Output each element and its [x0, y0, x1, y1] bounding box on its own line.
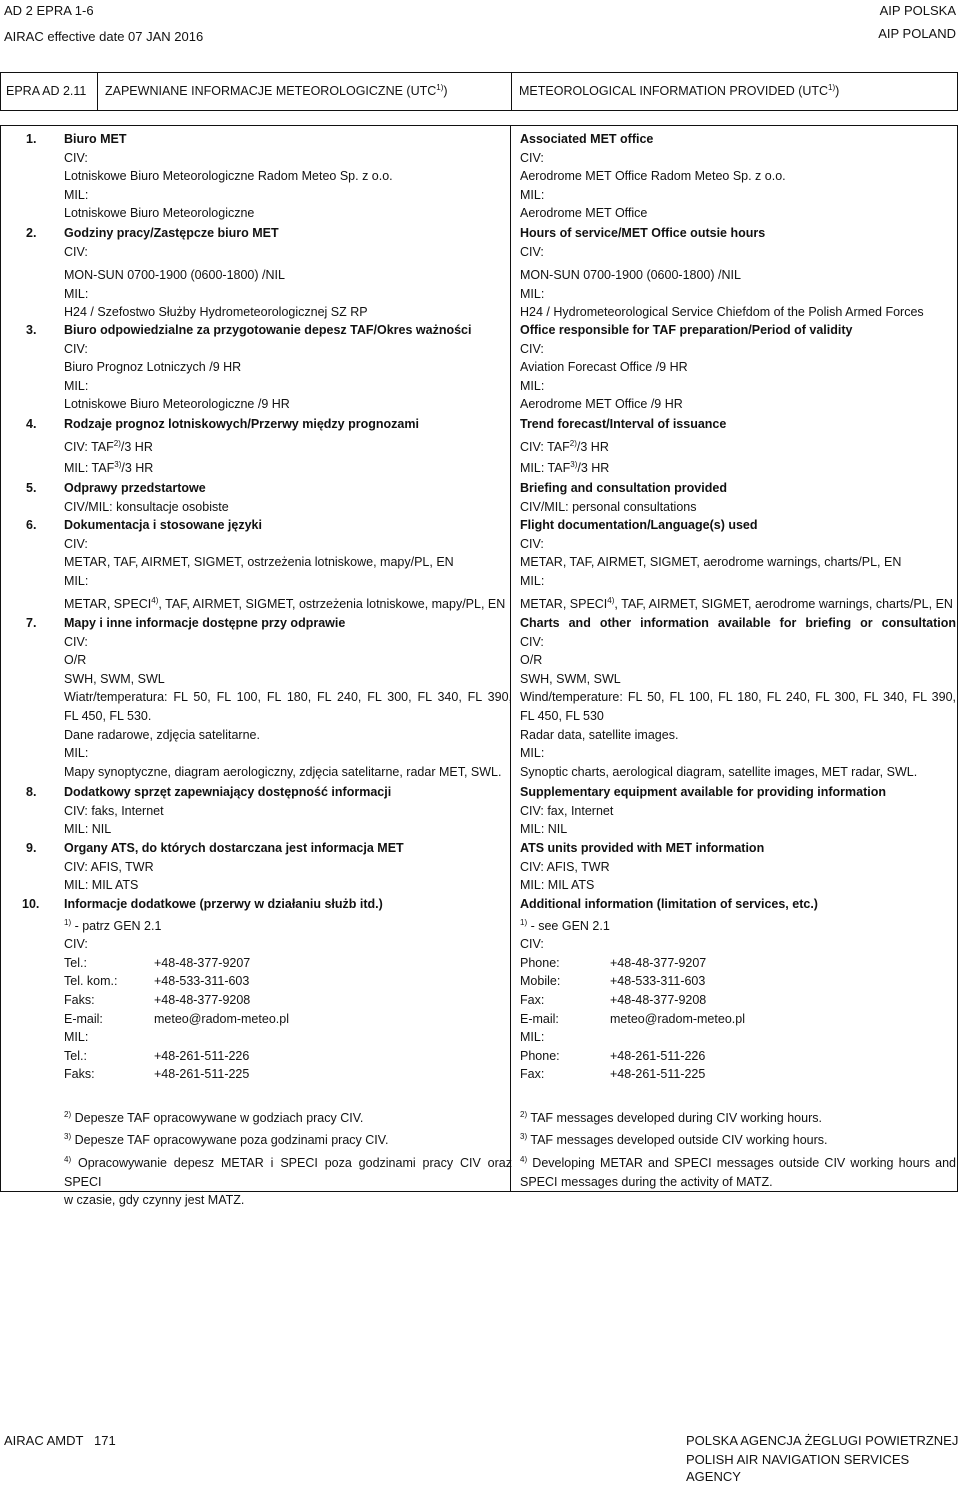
item-6-en: Flight documentation/Language(s) used CIV: METAR, TAF, AIRMET, SIGMET, aerodrome warnings, charts/PL, EN MIL: METAR, SPECI$^{4)}$, TAF, AIRMET, SIGMET, aerodrome warnings, charts/PL, EN	[520, 518, 953, 612]
item-1-pl: Biuro MET CIV: Lotniskowe Biuro Meteorologiczne Radom Meteo Sp. z o.o. MIL: Lotniskowe Biuro Meteorologiczne	[64, 132, 393, 221]
section-title-bar	[0, 72, 958, 111]
item-4-pl: Rodzaje prognoz lotniskowych/Przerwy między prognozami CIV: TAF$^{2)}$/3 HR MIL: TAF$^{3)}$/3 HR	[64, 417, 419, 476]
item-number-5: 5.	[26, 481, 37, 495]
item-2-pl: Godziny pracy/Zastępcze biuro MET CIV: MON-SUN 0700-1900 (0600-1800) /NIL MIL: H24 / Szefostwo Służby Hydrometeorologicznej SZ RP	[64, 226, 368, 320]
item-number-6: 6.	[26, 518, 37, 532]
footer-agency-en: POLISH AIR NAVIGATION SERVICES AGENCY	[686, 1452, 910, 1484]
item-number-7: 7.	[26, 616, 37, 630]
item-7-pl: Mapy i inne informacje dostępne przy odprawie CIV: O/R SWH, SWM, SWL Wiatr/temperatura: FL 50, FL 100, FL 180, FL 240, FL 300, FL 340, FL 390, FL 450, FL 530. Dane radarowe, zdjęcia satelitarne. MIL: Mapy synoptyczne, diagram aerologiczny, zdjęcia satelitarne, radar MET, SWL.	[64, 616, 512, 779]
header-doc-ref: AD 2 EPRA 1-6	[4, 3, 94, 18]
item-2-en: Hours of service/MET Office outsie hours CIV: MON-SUN 0700-1900 (0600-1800) /NIL MIL: H24 / Hydrometeorological Service Chiefdom of the Polish Armed Forces	[520, 226, 924, 320]
section-title-pl: ZAPEWNIANE INFORMACJE METEOROLOGICZNE (UTC$^{1)}$)	[105, 83, 448, 98]
header-aip-poland: AIP POLAND	[878, 26, 956, 41]
item-3-pl: Biuro odpowiedzialne za przygotowanie depesz TAF/Okres ważności CIV: Biuro Prognoz Lotniczych /9 HR MIL: Lotniskowe Biuro Meteorologiczne /9 HR	[64, 323, 472, 412]
item-8-en: Supplementary equipment available for providing information CIV: fax, Internet MIL: NIL	[520, 785, 887, 837]
item-5-pl: Odprawy przedstartowe CIV/MIL: konsultacje osobiste	[64, 481, 229, 514]
item-5-en: Briefing and consultation provided CIV/MIL: personal consultations	[520, 481, 727, 514]
header-effective-date: AIRAC effective date 07 JAN 2016	[4, 29, 204, 44]
item-number-4: 4.	[26, 417, 37, 431]
section-code: EPRA AD 2.11	[1, 73, 98, 110]
item-number-2: 2.	[26, 226, 37, 240]
item-6-pl: Dokumentacja i stosowane języki CIV: METAR, TAF, AIRMET, SIGMET, ostrzeżenia lotniskowe, mapy/PL, EN MIL: METAR, SPECI$^{4)}$, TAF, AIRMET, SIGMET, ostrzeżenia lotniskowe, mapy/PL, EN	[64, 518, 506, 612]
item-4-en: Trend forecast/Interval of issuance CIV: TAF$^{2)}$/3 HR MIL: TAF$^{3)}$/3 HR	[520, 417, 727, 476]
section-title-en: METEOROLOGICAL INFORMATION PROVIDED (UTC$^{1)}$)	[519, 83, 840, 98]
header-aip-polska: AIP POLSKA	[879, 3, 956, 18]
footnotes-en: $^{2)}$ TAF messages developed during CIV working hours. $^{3)}$ TAF messages developed outside CIV working hours. $^{4)}$ Developing METAR and SPECI messages outside CIV working hours and SPECI messages during the activity of MATZ.	[520, 1110, 956, 1189]
item-number-9: 9.	[26, 841, 37, 855]
item-7-en: Charts and other information available for briefing or consultation CIV: O/R SWH, SWM, SWL Wind/temperature: FL 50, FL 100, FL 180, FL 240, FL 300, FL 340, FL 390, FL 450, FL 530 Radar data, satellite images. MIL: Synoptic charts, aerological diagram, satellite images, MET radar, SWL.	[520, 616, 956, 779]
item-number-8: 8.	[26, 785, 37, 799]
item-number-3: 3.	[26, 323, 37, 337]
footnotes-pl: $^{2)}$ Depesze TAF opracowywane w godziach pracy CIV. $^{3)}$ Depesze TAF opracowywane poza godzinami pracy CIV. $^{4)}$ Opracowywanie depesz METAR i SPECI poza godzinami pracy CIV oraz SPECI w czasie, gdy czynny jest MATZ.	[64, 1110, 512, 1208]
item-10-pl: Informacje dodatkowe (przerwy w działaniu służb itd.) $^{1)}$ - patrz GEN 2.1 CIV: Tel.: +48-48-377-9207 Tel. kom.: +48-533-311-603 Faks: +48-48-377-9208 E-mail: meteo@radom-meteo.pl MIL: Tel.: +48-261-511-226 Faks: +48-261-511-225	[64, 897, 383, 1082]
item-1-en: Associated MET office CIV: Aerodrome MET Office Radom Meteo Sp. z o.o. MIL: Aerodrome MET Office	[520, 132, 786, 221]
item-9-pl: Organy ATS, do których dostarczana jest informacja MET CIV: AFIS, TWR MIL: MIL ATS	[64, 841, 404, 893]
item-number-1: 1.	[26, 132, 37, 146]
footer-amendment: AIRAC AMDT 171	[4, 1433, 116, 1448]
item-number-10: 10.	[22, 897, 40, 911]
item-9-en: ATS units provided with MET information CIV: AFIS, TWR MIL: MIL ATS	[520, 841, 765, 893]
item-3-en: Office responsible for TAF preparation/Period of validity CIV: Aviation Forecast Office /9 HR MIL: Aerodrome MET Office /9 HR	[520, 323, 853, 412]
item-8-pl: Dodatkowy sprzęt zapewniający dostępność informacji CIV: faks, Internet MIL: NIL	[64, 785, 392, 837]
item-10-en: Additional information (limitation of services, etc.) $^{1)}$ - see GEN 2.1 CIV: Phone: +48-48-377-9207 Mobile: +48-533-311-603 Fax: +48-48-377-9208 E-mail: meteo@radom-meteo.pl MIL: Phone: +48-261-511-226 Fax: +48-261-511-225	[520, 897, 818, 1082]
footer-agency-pl: POLSKA AGENCJA ŻEGLUGI POWIETRZNEJ	[686, 1433, 959, 1448]
